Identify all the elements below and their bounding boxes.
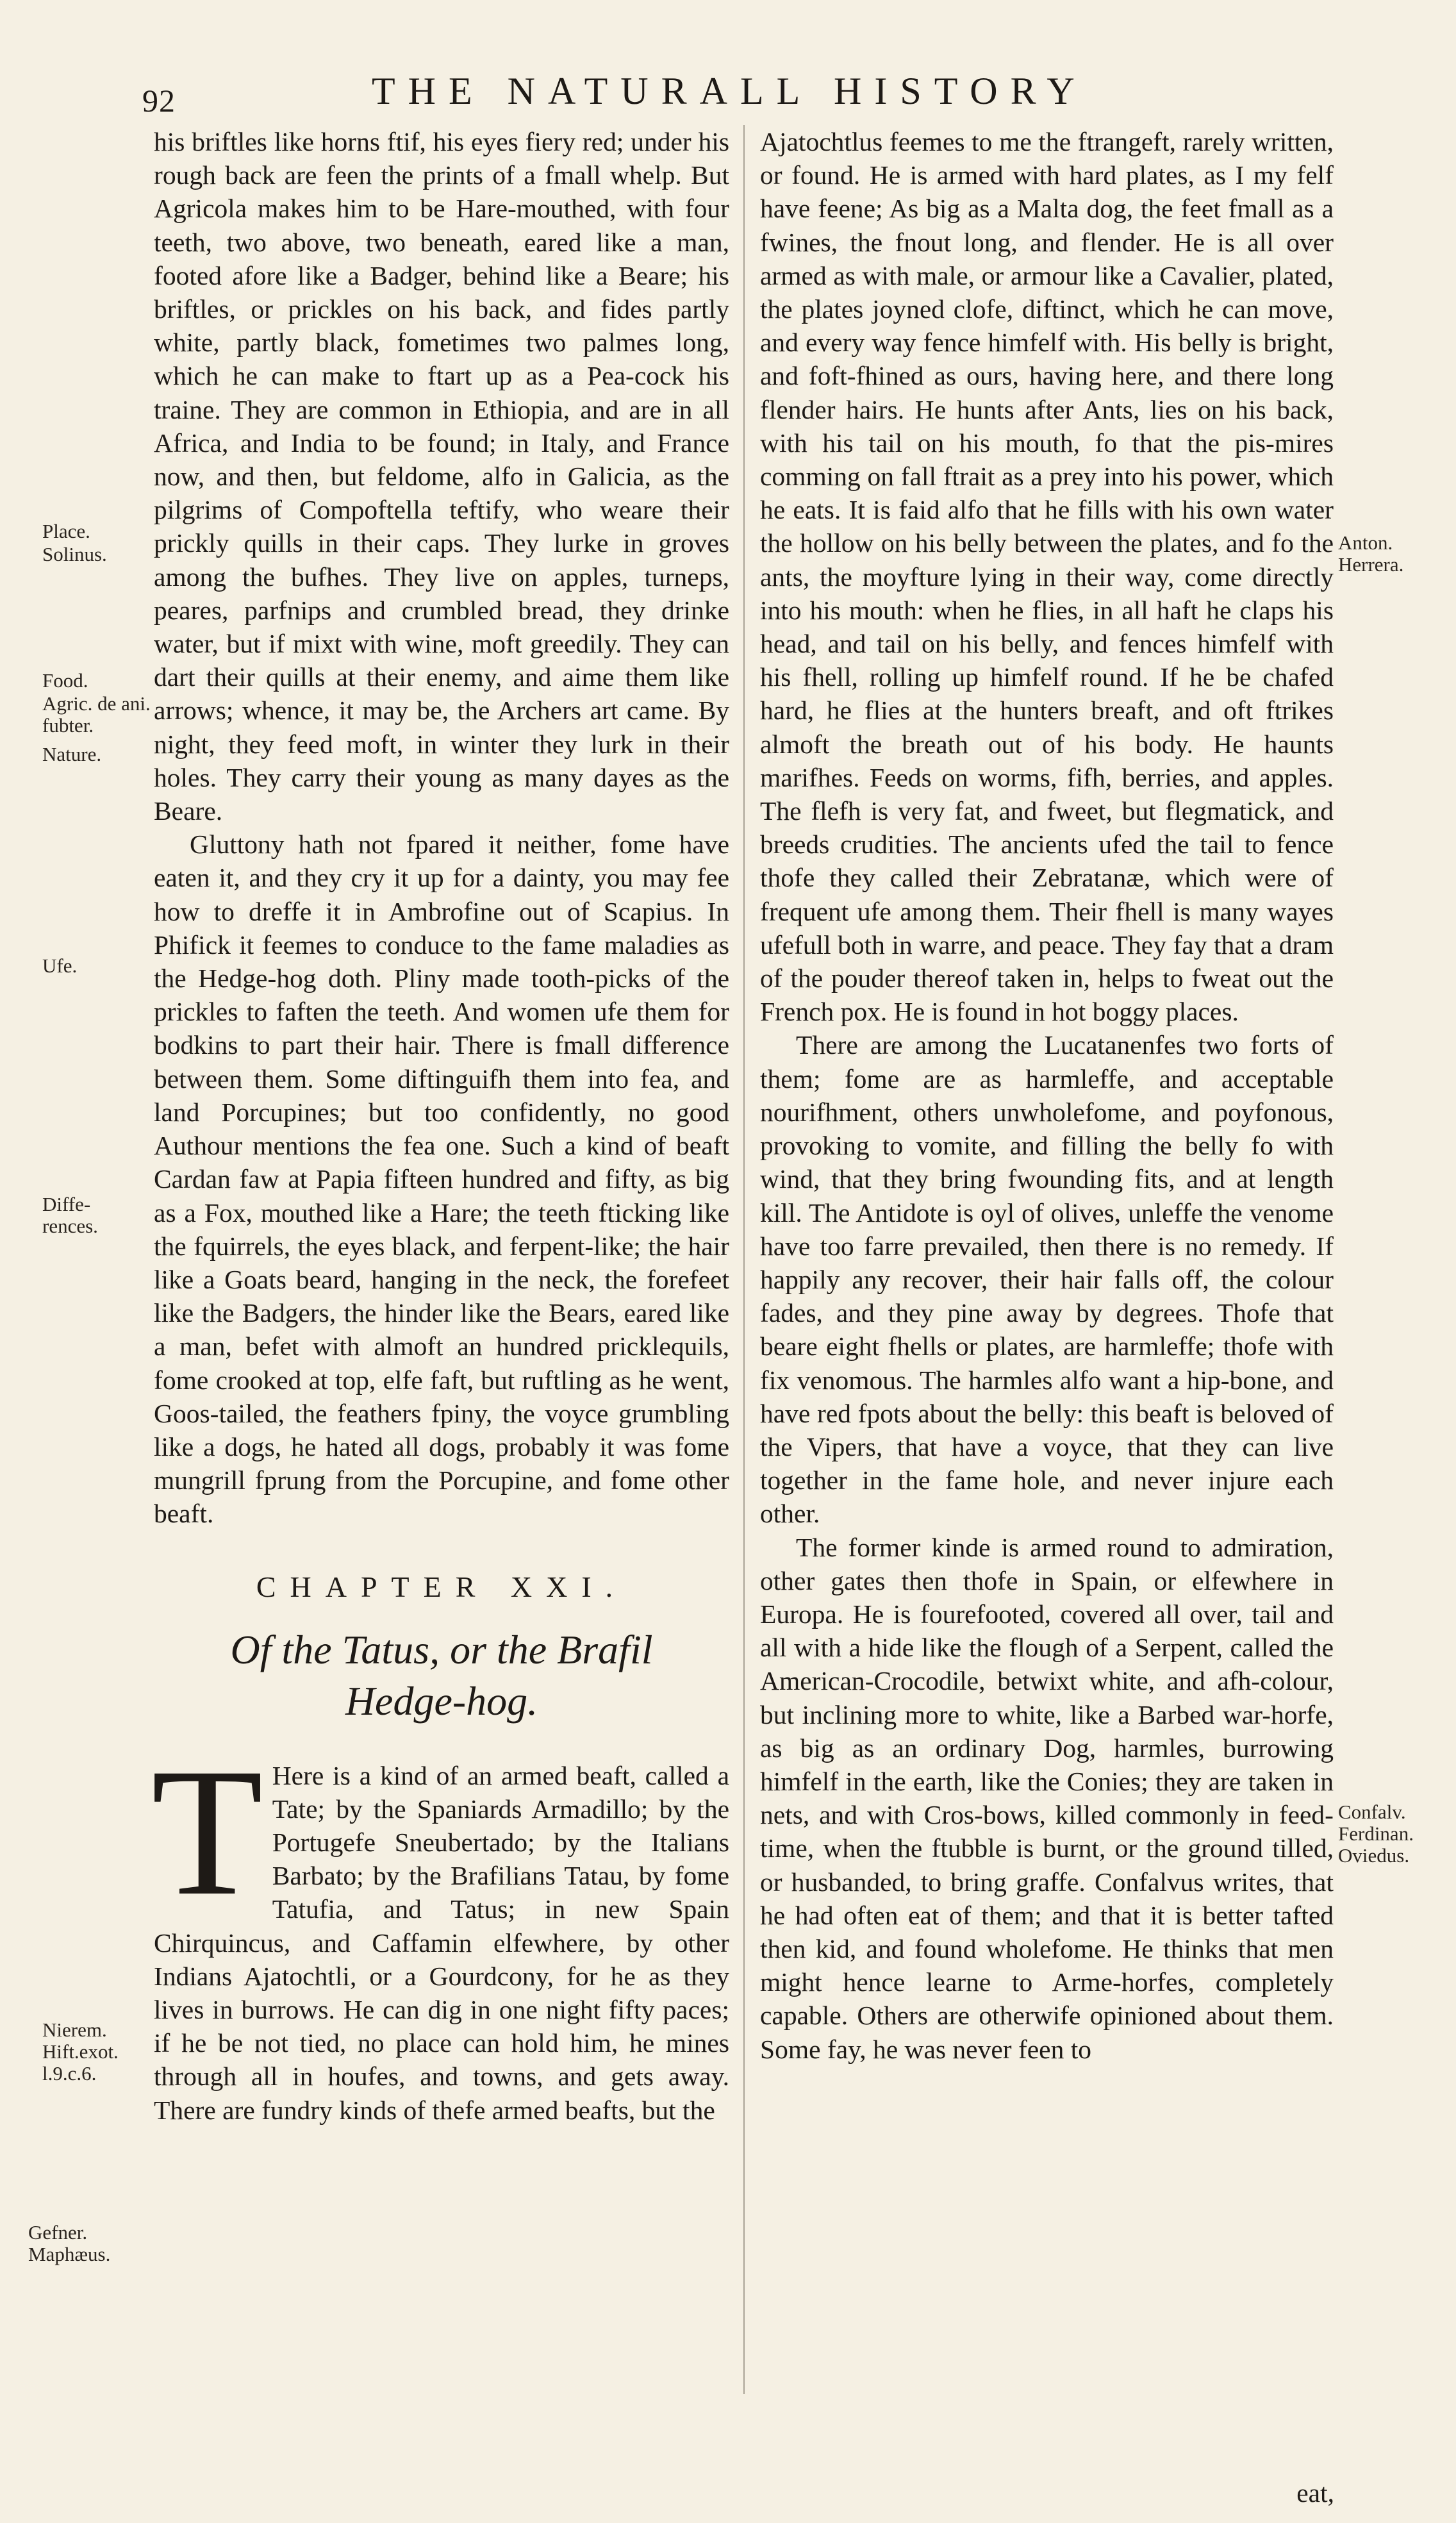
- margin-note: Ufe.: [42, 954, 78, 977]
- paragraph: The former kinde is armed round to admiration, other gates then thofe in Spain, or elfewhere in Europa. He is fourefooted, covered all over, tail and all with a hide like the flough of a Serpent, called the American-Crocodile, betwixt white, and afh-colour, but inclining more to white, like a Barbed war-horfe, as big as an ordinary Dog, harmles, burrowing himfelf in the earth, like the Conies; they are taken in nets, and with Cros-bows, killed commonly in feed-time, when the ftubble is burnt, or the ground tilled, or husbanded, to bring graffe. Confalvus writes, that he had often eat of them; and that it is better tafted then kid, and found wholefome. He thinks that men might hence learne to Arme-horfes, completely capable. Others are otherwife opinioned about them. Some fay, he was never feen to: [760, 1532, 1334, 2064]
- margin-note: Confalv. Ferdinan. Oviedus.: [1338, 1801, 1414, 1867]
- running-head: THE NATURALL HISTORY: [372, 70, 1088, 112]
- margin-note: Solinus.: [42, 543, 107, 565]
- paragraph: Gluttony hath not fpared it neither, fome have eaten it, and they cry it up for a dainty, you may fee how to dreffe it in Ambrofine out of Scapius. In Phifick it feemes to conduce to the fame maladies as the Hedge-hog doth. Pliny made tooth-picks of the prickles to faften the teeth. And women ufe them for bodkins to part their hair. There is fmall difference between them. Some diftinguifh them into fea, and land Porcupines; but too confidently, no good Authour mentions the fea one. Such a kind of beaft Cardan faw at Papia fifteen hundred and fifty, as big as a Fox, mouthed like a Hare; the teeth fticking like the fquirrels, the eyes black, and ferpent-like; the hair like a Goats beard, hanging in the neck, the forefeet like the Badgers, the hinder like the Bears, eared like a man, befet with almoft an hundred pricklequils, fome crooked at top, elfe faft, but ruftling as he went, Goos-tailed, the feathers fpiny, the voyce grumbling like a dogs, he hated all dogs, probably it was fome mungrill fprung from the Porcupine, and fome other beaft.: [154, 829, 729, 1529]
- paragraph: his briftles like horns ftif, his eyes fiery red; under his rough back are feen the prints of a fmall whelp. But Agricola makes him to be Hare-mouthed, with four teeth, two above, two beneath, eared like a man, footed afore like a Badger, behind like a Beare; his briftles, or prickles on his back, and fides partly white, partly black, fometimes two palmes long, which he can make to ftart up as a Pea-cock his traine. They are common in Ethiopia, and are in all Africa, and India to be found; in Italy, and France now, and then, but feldome, alfo in Galicia, as the pilgrims of Compoftella teftify, who weare their prickly quills in their caps. They lurke in groves among the bufhes. They live on apples, turneps, peares, parfnips and crumbled bread, they drinke water, but if mixt with wine, moft greedily. They can dart their quills at their enemy, and aime them like arrows; whence, it may be, the Archers art came. By night, they feed moft, in winter they lurk in their holes. They carry their young as many dayes as the Beare.: [154, 127, 729, 826]
- left-column: [151, 125, 729, 2127]
- margin-note: Place.: [42, 520, 90, 542]
- margin-note: Nierem. Hift.exot. l.9.c.6.: [42, 2019, 119, 2085]
- right-column: [760, 125, 1334, 2066]
- paragraph-text: Here is a kind of an armed beaft, called a Tate; by the Spaniards Armadillo; by the Portugefe Sneubertado; by the Italians Barbato; by the Brafilians Tatau, by fome Tatufia, and Tatus; in new Spain Chirquincus, and Caffamin elfewhere, by other Indians Ajatochtli, or a Gourdcony, for he as they lives in burrows. He can dig in one night fifty paces; if he be not tied, no place can hold him, he mines through all in houfes, and towns, and gets away. There are fundry kinds of thefe armed beafts, but the: [154, 1760, 729, 2125]
- paragraph: There are among the Lucatanenfes two forts of them; fome are as harmleffe, and acceptable nourifhment, others unwholefome, and poyfonous, provoking to vomite, and filling the belly fo with wind, that they bring fwounding fits, and at length kill. The Antidote is oyl of olives, unleffe the venome have too farre prevailed, then there is no remedy. If happily any recover, their hair falls off, the colour fades, and they pine away by degrees. Thofe that beare eight fhells or plates, are harmleffe; thofe with fix venomous. The harmles alfo want a hip-bone, and have red fpots about the belly: this beaft is beloved of the Vipers, that have a voyce, that they can live together in the fame hole, and never injure each other.: [760, 1030, 1334, 1529]
- page-number: 92: [142, 83, 176, 119]
- margin-note: Nature.: [42, 743, 102, 765]
- margin-note: Diffe-rences.: [42, 1193, 98, 1237]
- margin-note: Anton. Herrera.: [1338, 531, 1404, 576]
- margin-note: Agric. de ani. fubter.: [42, 692, 151, 737]
- paragraph: [151, 1729, 729, 2127]
- paragraph: Ajatochtlus feemes to me the ftrangeft, rarely written, or found. He is armed with hard plates, as I my felf have feene; As big as a Malta dog, the feet fmall as a fwines, the fnout long, and flender. He is all over armed as with male, or armour like a Cavalier, plated, the plates joyned clofe, diftinct, which he can move, and every way fence himfelf with. His belly is bright, and foft-fhined as ours, having here, and there long flender hairs. He hunts after Ants, lies on his back, with his tail on his mouth, fo that the pis-mires comming on fall ftrait as a prey into his power, which he eats. It is faid alfo that he fills with his own water the hollow on his belly between the plates, and fo the ants, the moyfture lying in their way, come directly into his mouth: when he flies, in all haft he claps his head, and tail on his belly, and fences himfelf with his fhell, rolling up himfelf round. If he be chafed hard, he flies at the hunters breaft, and oft ftrikes almoft the breath out of his body. He haunts marifhes. Feeds on worms, fifh, berries, and apples. The flefh is very fat, and fweet, but flegmatick, and breeds crudities. The ancients ufed the tail to fence thofe they called their Zebratanæ, which were of frequent ufe among them. Their fhell is many wayes ufefull both in warre, and peace. They fay that a dram of the pouder thereof taken in, helps to fweat out the French pox. He is found in hot boggy places.: [760, 127, 1334, 1027]
- chapter-subtitle: Of the Tatus, or the Brafil Hedge-hog.: [230, 1626, 653, 1724]
- margin-note: Food.: [42, 669, 88, 692]
- drop-cap: T: [151, 1729, 263, 1933]
- column-rule: [743, 125, 745, 2394]
- margin-note: Gefner. Maphæus.: [28, 2221, 111, 2265]
- chapter-title: CHAPTER XXI.: [256, 1570, 627, 1603]
- catchword: eat,: [1296, 2478, 1334, 2508]
